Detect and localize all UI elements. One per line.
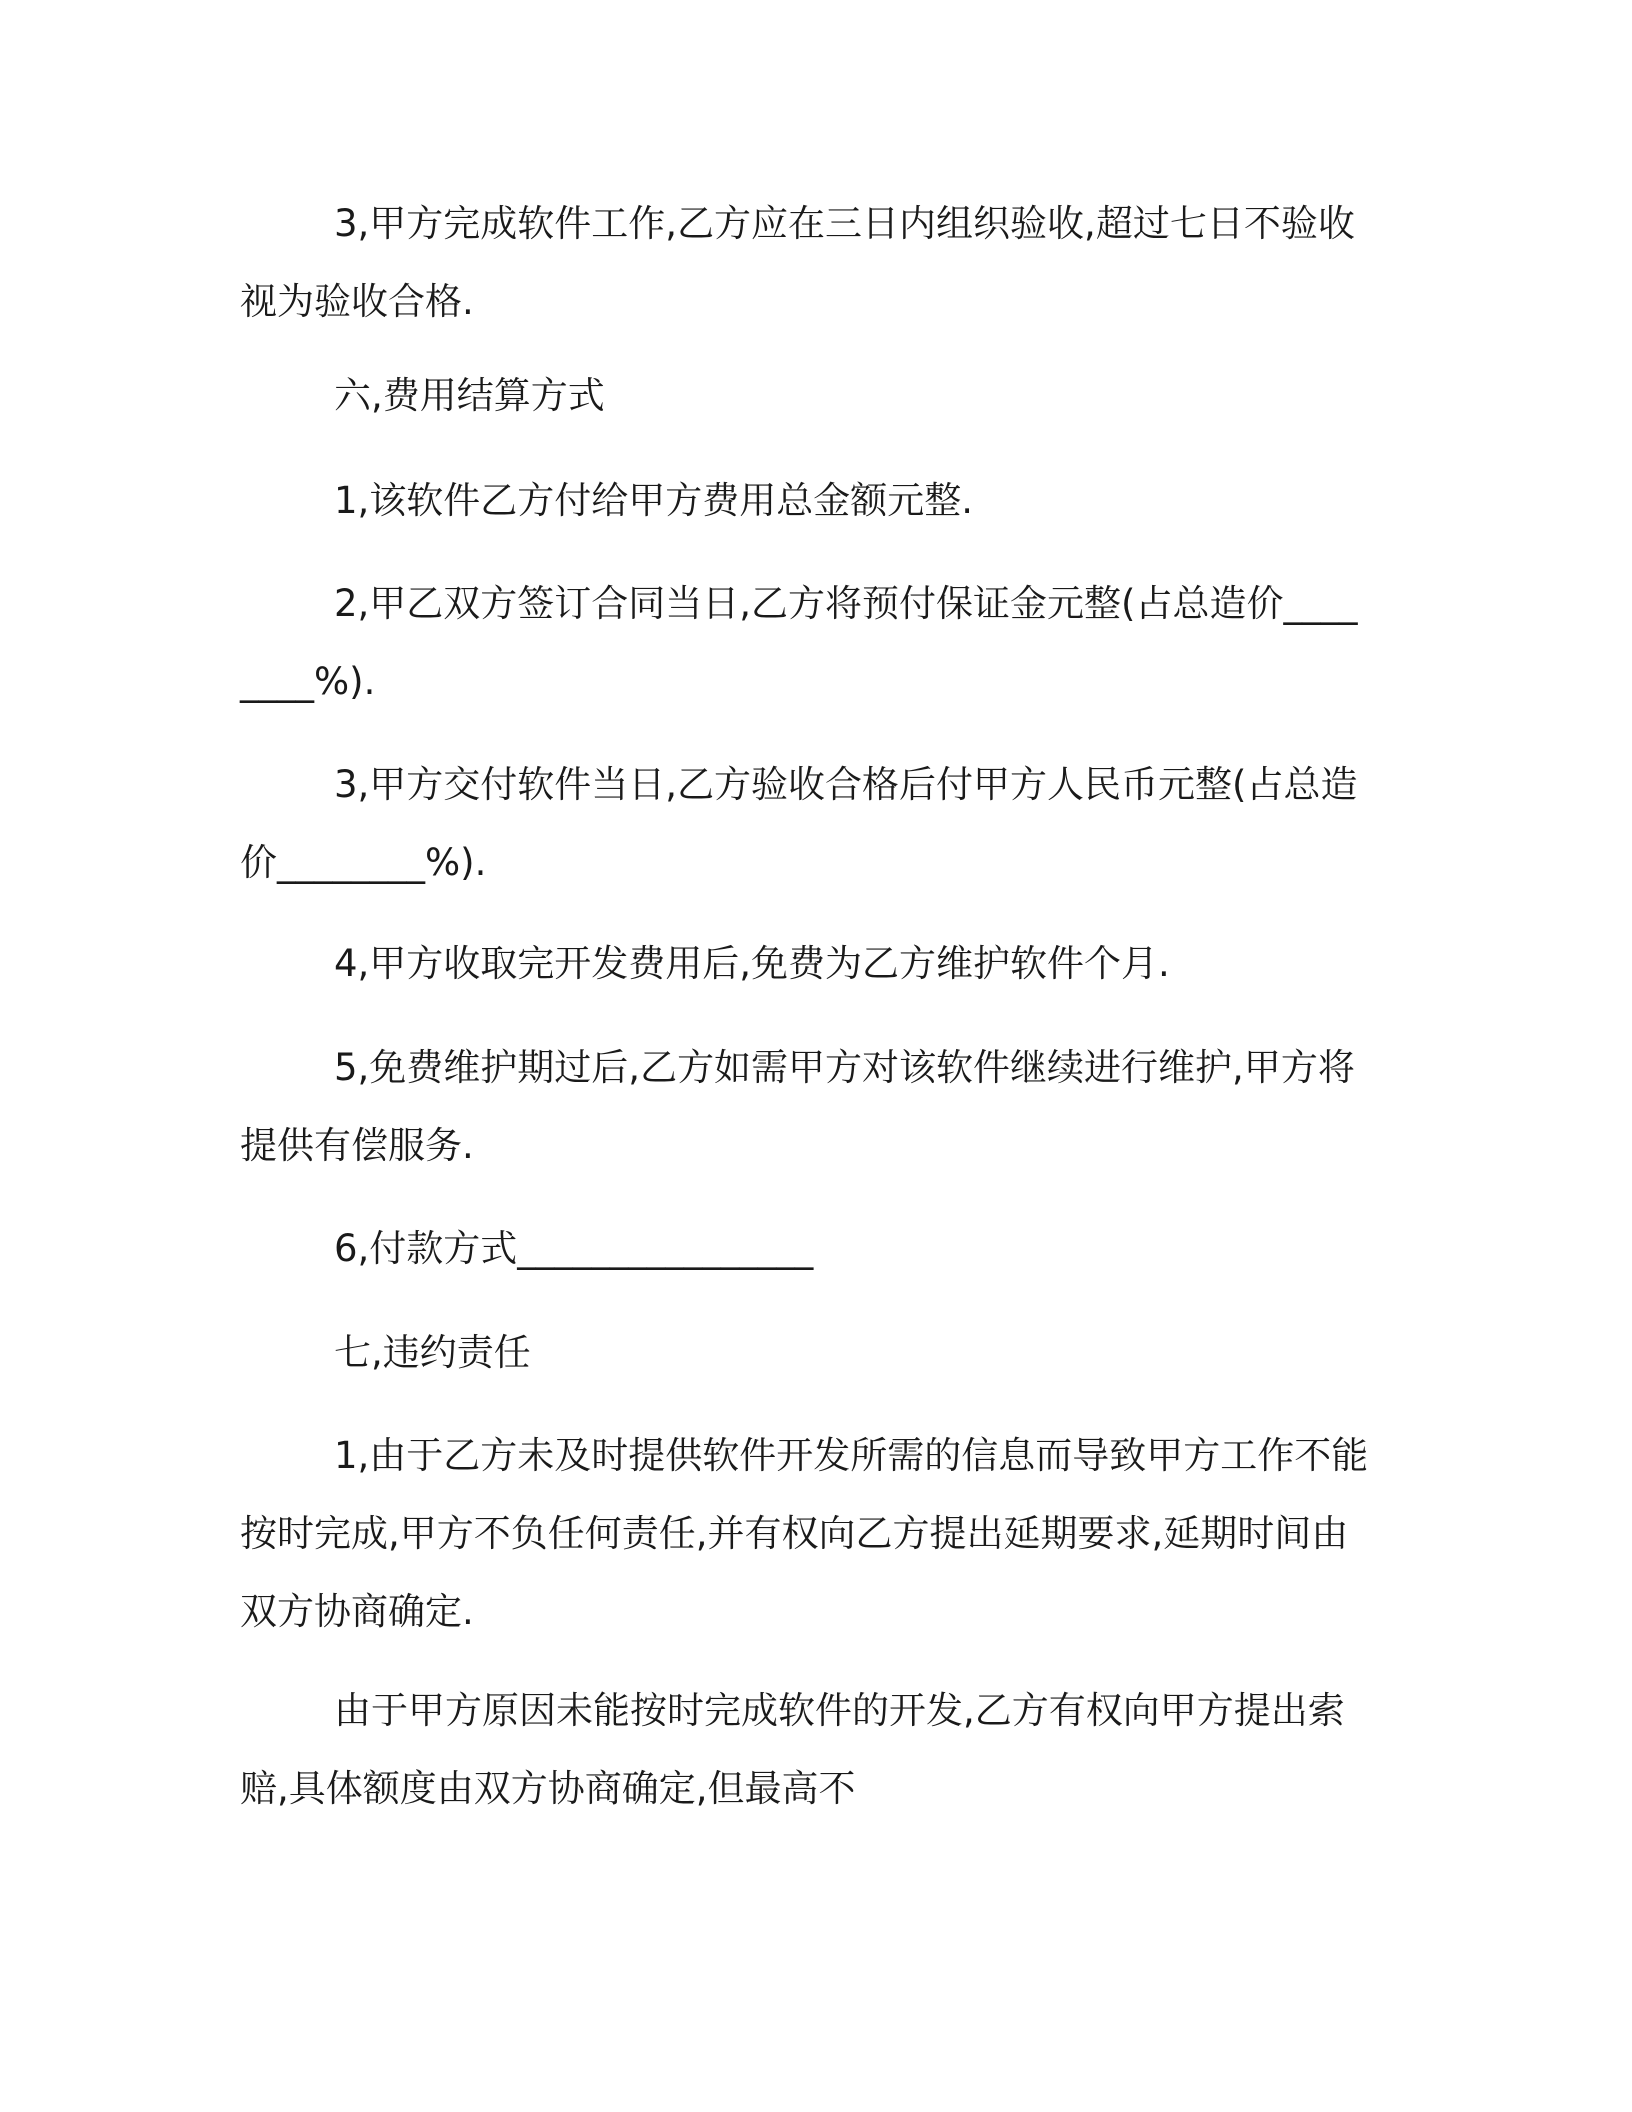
paragraph-paid-service: 5,免费维护期过后,乙方如需甲方对该软件继续进行维护,甲方将提供有偿服务. — [240, 1046, 1355, 1167]
paragraph-liability-party-a: 由于甲方原因未能按时完成软件的开发,乙方有权向甲方提出索赔,具体额度由双方协商确定,但最高不 — [240, 1689, 1345, 1810]
section-heading-liability: 七,违约责任 — [334, 1331, 531, 1374]
paragraph-acceptance-clause: 3,甲方完成软件工作,乙方应在三日内组织验收,超过七日不验收视为验收合格. — [240, 202, 1355, 323]
paragraph-total-fee: 1,该软件乙方付给甲方费用总金额元整. — [334, 479, 974, 522]
paragraph-liability-party-b: 1,由于乙方未及时提供软件开发所需的信息而导致甲方工作不能按时完成,甲方不负任何责任,并有权向乙方提出延期要求,延期时间由双方协商确定. — [240, 1434, 1369, 1633]
paragraph-payment-method: 6,付款方式________________ — [334, 1227, 814, 1270]
section-heading-fee-settlement: 六,费用结算方式 — [334, 374, 605, 417]
paragraph-deposit: 2,甲乙双方签订合同当日,乙方将预付保证金元整(占总造价________%). — [240, 582, 1358, 703]
paragraph-delivery-payment: 3,甲方交付软件当日,乙方验收合格后付甲方人民币元整(占总造价________%). — [240, 763, 1358, 884]
paragraph-free-maintenance: 4,甲方收取完开发费用后,免费为乙方维护软件个月. — [334, 942, 1170, 985]
